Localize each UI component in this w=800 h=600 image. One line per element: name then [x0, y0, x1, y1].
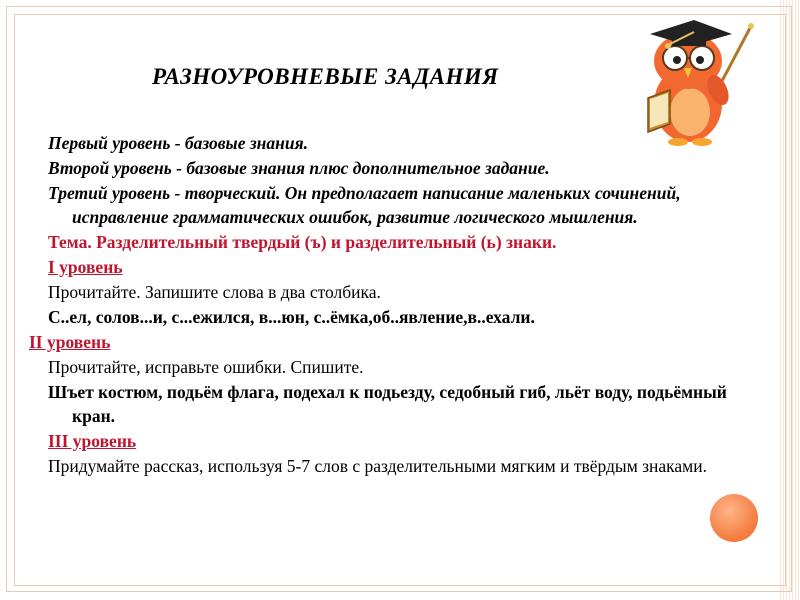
- level3-task: Придумайте рассказ, используя 5-7 слов с разделительными мягким и твёрдым знаками.: [48, 456, 708, 476]
- level1-task: Прочитайте. Запишите слова в два столбика.: [48, 282, 381, 302]
- level-second-description: Второй уровень - базовые знания плюс дополнительное задание.: [48, 158, 550, 178]
- level1-words: С..ел, солов...и, с...ежился, в...юн, с..ёмка,об..явление,в..ехали.: [48, 307, 535, 327]
- level1-heading: I уровень: [48, 257, 123, 277]
- slide-content: [29, 131, 748, 479]
- level2-task: Прочитайте, исправьте ошибки. Спишите.: [48, 357, 364, 377]
- level2-heading-wrap: [29, 330, 748, 354]
- topic-heading: Тема. Разделительный твердый (ъ) и разделительный (ь) знаки.: [48, 232, 557, 252]
- level-third-description: Третий уровень - творческий. Он предполагает написание маленьких сочинений, исправление грамматических ошибок, развитие логического мышления.: [48, 183, 681, 227]
- level2-words: Шъет костюм, подьём флага, подехал к подьезду, седобный гиб, льёт воду, подьёмный кран.: [48, 382, 727, 426]
- decorative-orange-circle: [710, 494, 758, 542]
- level-first-description: Первый уровень - базовые знания.: [48, 133, 308, 153]
- level3-heading: III уровень: [48, 431, 137, 451]
- level2-heading: II уровень: [29, 332, 111, 352]
- slide-title: РАЗНОУРОВНЕВЫЕ ЗАДАНИЯ: [152, 64, 499, 89]
